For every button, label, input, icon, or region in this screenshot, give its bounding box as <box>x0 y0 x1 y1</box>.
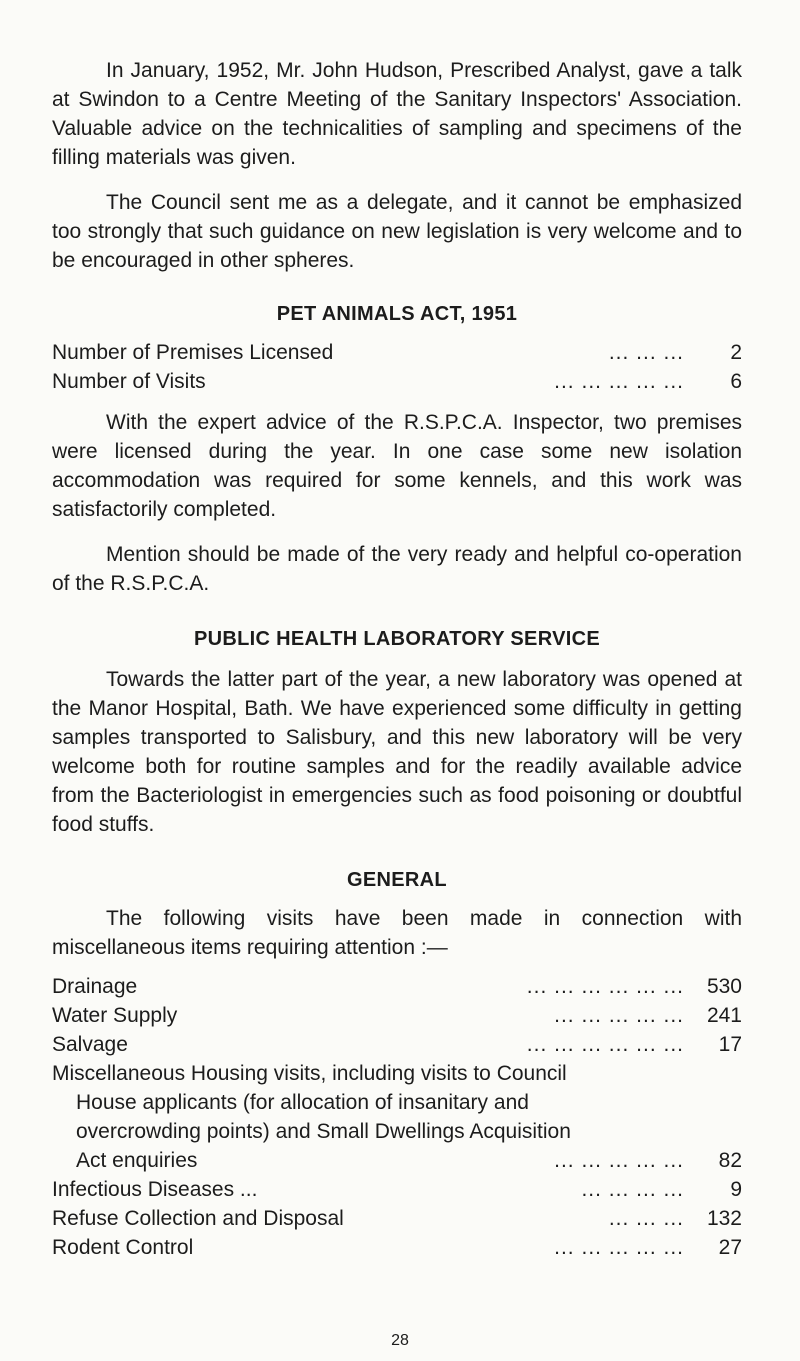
page-number: 28 <box>391 1332 409 1349</box>
visit-label: Act enquiries <box>76 1149 198 1172</box>
stat-value: 2 <box>730 341 742 364</box>
visit-label-final-line <box>52 1146 742 1175</box>
leader-dots: ... ... ... ... ... <box>554 1236 684 1259</box>
visit-count: 530 <box>706 975 742 998</box>
leader-dots: ... ... ... ... ... <box>554 370 684 393</box>
stat-row-premises-licensed <box>52 338 742 367</box>
paragraph-rspca-cooperation: Mention should be made of the very ready and helpful co-operation of the R.S.P.C.A. <box>52 543 742 595</box>
page-content <box>52 56 742 1262</box>
visit-count: 241 <box>706 1004 742 1027</box>
visit-label-line: overcrowding points) and Small Dwellings Acquisition <box>76 1120 571 1143</box>
paragraph-council-delegate: The Council sent me as a delegate, and it cannot be emphasized too strongly that such guidance on new legislation is very welcome and to be encouraged in other spheres. <box>52 191 742 272</box>
visit-count: 132 <box>706 1207 742 1230</box>
visit-label: Drainage <box>52 975 138 998</box>
paragraph-general-intro: The following visits have been made in connection with miscellaneous items requiring attention :— <box>52 907 742 959</box>
visit-count: 17 <box>718 1033 742 1056</box>
visit-count: 27 <box>718 1236 742 1259</box>
visit-row-infectious-diseases <box>52 1175 742 1204</box>
visit-label-line: House applicants (for allocation of insanitary and <box>76 1091 529 1114</box>
leader-dots: ... ... ... ... ... <box>554 1149 684 1172</box>
visit-row-salvage <box>52 1030 742 1059</box>
leader-dots: ... ... ... ... ... ... <box>526 1033 684 1056</box>
visit-row-refuse-collection <box>52 1204 742 1233</box>
general-visits-list <box>52 972 742 1262</box>
leader-dots: ... ... ... <box>608 1207 684 1230</box>
visit-label: Water Supply <box>52 1004 178 1027</box>
pet-animals-stats <box>52 338 742 396</box>
visit-label: Refuse Collection and Disposal <box>52 1207 344 1230</box>
stat-label: Number of Premises Licensed <box>52 341 334 364</box>
stat-row-number-of-visits <box>52 367 742 396</box>
visit-label: Infectious Diseases ... <box>52 1178 258 1201</box>
leader-dots: ... ... ... ... ... ... <box>526 975 684 998</box>
visit-row-rodent-control <box>52 1233 742 1262</box>
leader-dots: ... ... ... ... <box>581 1178 684 1201</box>
paragraph-rspca-advice: With the expert advice of the R.S.P.C.A. Inspector, two premises were licensed during the year. In one case some new isolation accommodation was required for some kennels, and this work was satisfactorily completed. <box>52 411 742 521</box>
stat-label: Number of Visits <box>52 370 206 393</box>
visit-row-drainage <box>52 972 742 1001</box>
visit-label: Rodent Control <box>52 1236 194 1259</box>
heading-pet-animals-act: PET ANIMALS ACT, 1951 <box>276 303 518 325</box>
visit-count: 9 <box>730 1178 742 1201</box>
visit-label: Salvage <box>52 1033 128 1056</box>
paragraph-hudson-talk: In January, 1952, Mr. John Hudson, Prescribed Analyst, gave a talk at Swindon to a Centre Meeting of the Sanitary Inspectors' Association. Valuable advice on the technicalities of sampling and specimens of the filling materials was given. <box>52 59 742 169</box>
visit-count: 82 <box>718 1149 742 1172</box>
stat-value: 6 <box>730 370 742 393</box>
heading-general: GENERAL <box>347 869 447 891</box>
leader-dots: ... ... ... <box>608 341 684 364</box>
visit-row-water-supply <box>52 1001 742 1030</box>
leader-dots: ... ... ... ... ... <box>554 1004 684 1027</box>
paragraph-laboratory: Towards the latter part of the year, a new laboratory was opened at the Manor Hospital, Bath. We have experienced some difficulty in getting samples transported to Salisbury, and this new laboratory will be very welcome both for routine samples and for the readily available advice from the Bacteriologist in emergencies such as food poisoning or doubtful food stuffs. <box>52 668 742 836</box>
heading-public-health-laboratory: PUBLIC HEALTH LABORATORY SERVICE <box>194 628 600 650</box>
visit-label-line: Miscellaneous Housing visits, including visits to Council <box>52 1062 567 1085</box>
visit-row-misc-housing <box>52 1059 742 1175</box>
